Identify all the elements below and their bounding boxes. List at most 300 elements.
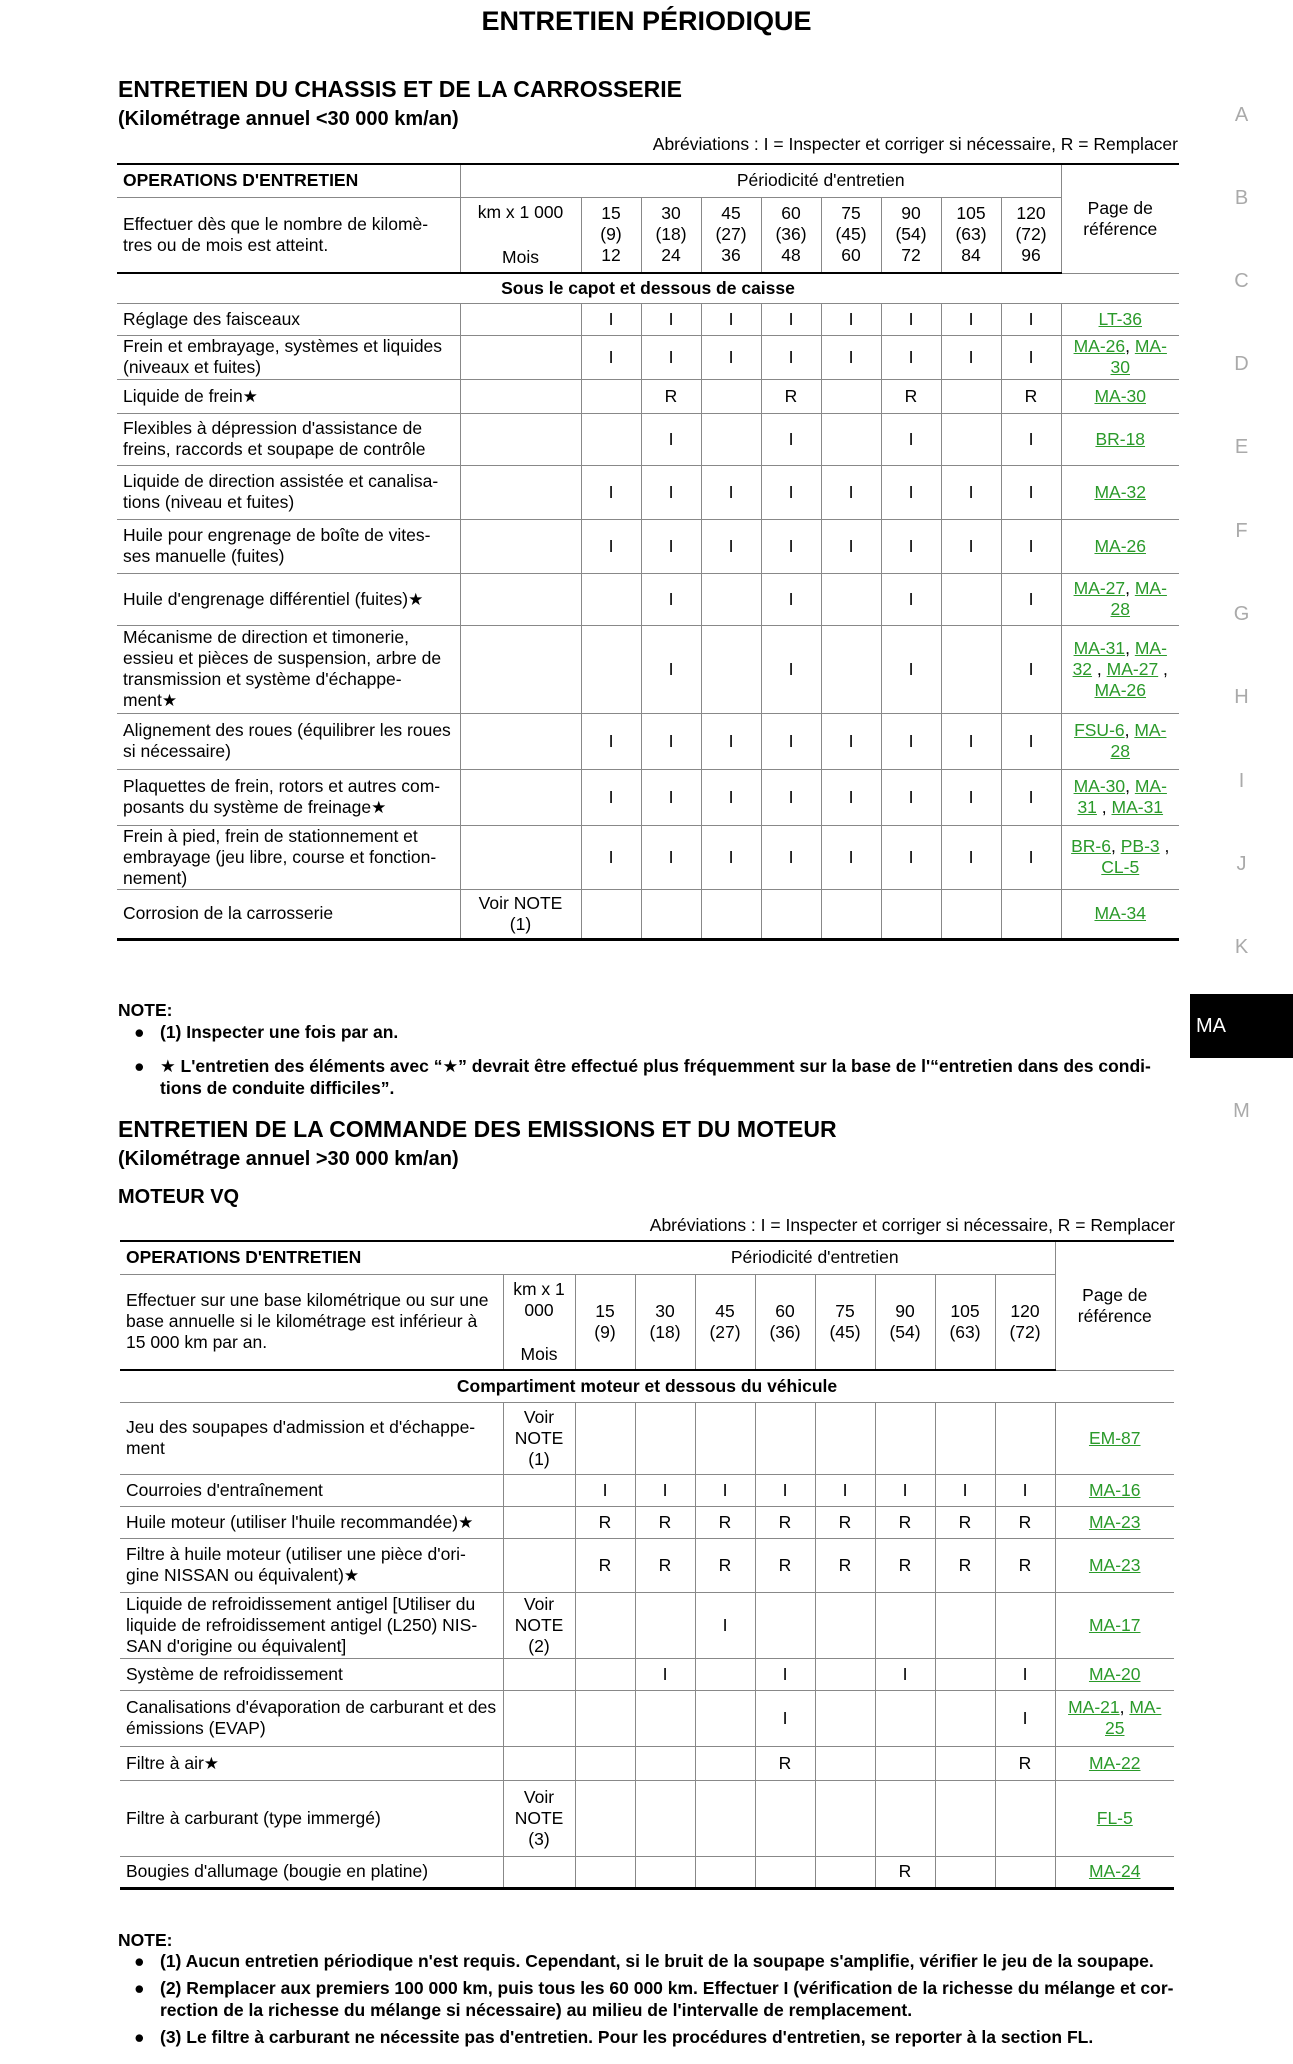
interval-header-row <box>120 1274 1174 1370</box>
section2-note-1: ● (1) Aucun entretien périodique n'est requis. Cependant, si le bruit de la soupape s'amplifie, vérifier le jeu de la soupape. <box>134 1951 1154 1971</box>
reference-link[interactable] <box>1055 1856 1174 1888</box>
side-index-k[interactable]: K <box>1234 936 1249 958</box>
interval-value: I <box>701 465 761 519</box>
voir-note <box>460 825 581 889</box>
interval-value: I <box>1001 413 1061 465</box>
table-row <box>120 1474 1174 1506</box>
table-row <box>120 1856 1174 1888</box>
interval-value: I <box>641 769 701 825</box>
mois-label: Mois <box>520 1344 558 1364</box>
interval-105: 105 (63) <box>935 1274 995 1370</box>
reference-page-link[interactable]: MA-16 <box>1088 1479 1141 1500</box>
interval-value <box>995 1856 1055 1888</box>
interval-value: I <box>881 573 941 625</box>
reference-link[interactable]: MA-31, MA-32 , MA-27 , MA-26 <box>1061 625 1179 713</box>
chassis-maintenance-table <box>117 163 1179 941</box>
operation-label: Liquide de frein★ <box>117 379 460 413</box>
side-index-ma[interactable]: MA <box>1190 994 1293 1058</box>
interval-value: I <box>1001 303 1061 335</box>
interval-value: I <box>641 625 701 713</box>
interval-value: I <box>815 1474 875 1506</box>
interval-value: I <box>995 1658 1055 1690</box>
operation-label: Frein à pied, frein de stationnement et embrayage (jeu libre, course et fonction-nement) <box>117 825 460 889</box>
star-icon: ★ <box>408 589 424 609</box>
interval-value <box>575 1746 635 1780</box>
voir-note: Voir NOTE (2) <box>503 1592 575 1658</box>
interval-value <box>875 1690 935 1746</box>
star-icon: ★ <box>242 386 258 406</box>
interval-value: R <box>575 1538 635 1592</box>
side-index-j[interactable]: J <box>1236 853 1247 875</box>
reference-page-link[interactable]: MA-27 <box>1073 578 1126 598</box>
interval-value: R <box>875 1538 935 1592</box>
interval-value <box>821 625 881 713</box>
interval-90: 90 (54) 72 <box>881 197 941 273</box>
reference-page-link[interactable]: MA-28 <box>1110 578 1167 619</box>
section2-note-title: NOTE: <box>118 1930 173 1950</box>
interval-value: I <box>881 519 941 573</box>
interval-value <box>815 1780 875 1856</box>
reference-page-link[interactable]: BR-6 <box>1071 836 1111 856</box>
interval-value <box>935 1780 995 1856</box>
interval-value: I <box>761 335 821 379</box>
interval-value <box>815 1592 875 1658</box>
effect-text: Effectuer dès que le nombre de kilomè-tres ou de mois est atteint. <box>117 197 460 273</box>
interval-value: I <box>941 769 1001 825</box>
reference-page-link[interactable]: MA-28 <box>1110 720 1167 761</box>
operation-label: Canalisations d'évaporation de carburant et des émissions (EVAP) <box>120 1690 503 1746</box>
operation-label: Plaquettes de frein, rotors et autres com-posants du système de freinage★ <box>117 769 460 825</box>
interval-value <box>761 889 821 939</box>
reference-link[interactable]: BR-6, PB-3 , CL-5 <box>1061 825 1179 889</box>
reference-page-link[interactable]: MA-31 <box>1111 797 1164 817</box>
interval-value: R <box>995 1746 1055 1780</box>
interval-value: I <box>701 825 761 889</box>
interval-30: 30 (18) <box>635 1274 695 1370</box>
interval-header-row <box>117 197 1179 273</box>
voir-note <box>503 1506 575 1538</box>
interval-value: I <box>1001 625 1061 713</box>
interval-45: 45 (27) 36 <box>701 197 761 273</box>
reference-page-link[interactable]: MA-17 <box>1088 1614 1141 1635</box>
interval-value: I <box>761 825 821 889</box>
reference-link[interactable] <box>1055 1780 1174 1856</box>
interval-value: I <box>581 335 641 379</box>
reference-link[interactable] <box>1055 1746 1174 1780</box>
section1-abbreviations: Abréviations : I = Inspecter et corriger si nécessaire, R = Remplacer <box>652 134 1178 154</box>
interval-value <box>701 625 761 713</box>
operation-label: Huile pour engrenage de boîte de vites-ses manuelle (fuites) <box>117 519 460 573</box>
reference-page-link[interactable]: BR-18 <box>1095 428 1146 449</box>
operation-label: Corrosion de la carrosserie <box>117 889 460 939</box>
reference-page-link[interactable]: MA-24 <box>1088 1861 1141 1881</box>
interval-value <box>941 413 1001 465</box>
interval-value <box>941 573 1001 625</box>
interval-value: I <box>821 303 881 335</box>
side-index-h[interactable]: H <box>1234 686 1249 708</box>
interval-value <box>755 1592 815 1658</box>
interval-value <box>875 1780 935 1856</box>
interval-value: I <box>881 713 941 769</box>
interval-value <box>815 1658 875 1690</box>
table-row <box>117 713 1179 769</box>
interval-value: R <box>995 1538 1055 1592</box>
interval-value: I <box>695 1474 755 1506</box>
interval-value <box>755 1402 815 1474</box>
interval-value <box>695 1856 755 1888</box>
star-icon: ★ <box>458 1512 474 1532</box>
interval-value: I <box>1001 713 1061 769</box>
interval-value <box>635 1746 695 1780</box>
section2-title: ENTRETIEN DE LA COMMANDE DES EMISSIONS ET DU MOTEUR <box>118 1116 837 1142</box>
side-index-f[interactable]: F <box>1235 520 1248 542</box>
voir-note <box>460 573 581 625</box>
reference-link[interactable] <box>1061 519 1179 573</box>
reference-page-link[interactable]: MA-32 <box>1072 637 1167 679</box>
interval-value: I <box>641 573 701 625</box>
mois-label: Mois <box>502 247 539 267</box>
interval-value <box>701 379 761 413</box>
section1-note-title: NOTE: <box>118 1000 173 1020</box>
reference-page-link[interactable]: MA-26 <box>1094 679 1147 700</box>
interval-value: R <box>875 1506 935 1538</box>
reference-link[interactable] <box>1055 1506 1174 1538</box>
category-row <box>117 273 1179 303</box>
table-ops-header-row <box>117 164 1179 197</box>
side-index-d[interactable]: D <box>1234 353 1249 375</box>
operation-label: Mécanisme de direction et timonerie, essieu et pièces de suspension, arbre de transmission et système d'échappe-ment★ <box>117 625 460 713</box>
reference-header: Page de référence <box>1061 164 1179 273</box>
interval-value: I <box>1001 465 1061 519</box>
section2-note-2: ● (2) Remplacer aux premiers 100 000 km, puis tous les 60 000 km. Effectuer I (vérification de la richesse du mélange et cor-rection de la richesse du mélange si nécessaire) au milieu de l'intervalle de remplacement. <box>134 1978 1174 2020</box>
interval-value <box>755 1856 815 1888</box>
interval-value <box>1001 889 1061 939</box>
reference-page-link[interactable]: MA-30 <box>1073 776 1126 796</box>
interval-value <box>935 1746 995 1780</box>
operation-label: Courroies d'entraînement <box>120 1474 503 1506</box>
interval-value: I <box>821 465 881 519</box>
reference-page-link[interactable]: CL-5 <box>1101 857 1140 877</box>
voir-note: Voir NOTE (3) <box>503 1780 575 1856</box>
interval-value: I <box>1001 573 1061 625</box>
interval-value <box>935 1658 995 1690</box>
interval-value <box>941 625 1001 713</box>
category-label: Sous le capot et dessous de caisse <box>117 273 1179 303</box>
interval-value: I <box>761 413 821 465</box>
interval-value: I <box>941 335 1001 379</box>
table-row <box>117 519 1179 573</box>
interval-value <box>695 1780 755 1856</box>
interval-value <box>995 1592 1055 1658</box>
interval-value: I <box>761 769 821 825</box>
interval-value <box>581 413 641 465</box>
category-row <box>120 1370 1174 1402</box>
km-label: km x 1 000 <box>513 1278 565 1320</box>
reference-page-link[interactable]: MA-32 <box>1094 481 1147 502</box>
table-row <box>117 825 1179 889</box>
interval-value: R <box>815 1506 875 1538</box>
interval-value: R <box>575 1506 635 1538</box>
operation-label: Huile d'engrenage différentiel (fuites)★ <box>117 573 460 625</box>
operation-label: Huile moteur (utiliser l'huile recommandée)★ <box>120 1506 503 1538</box>
table-row <box>120 1538 1174 1592</box>
interval-value: R <box>935 1538 995 1592</box>
section1-title: ENTRETIEN DU CHASSIS ET DE LA CARROSSERIE <box>118 76 682 102</box>
voir-note <box>503 1474 575 1506</box>
reference-page-link[interactable]: MA-30 <box>1110 336 1167 377</box>
star-icon: ★ <box>161 691 178 710</box>
interval-value: I <box>575 1474 635 1506</box>
table-row <box>117 465 1179 519</box>
operation-label: Système de refroidissement <box>120 1658 503 1690</box>
reference-page-link[interactable]: FL-5 <box>1096 1807 1133 1828</box>
table-row <box>117 625 1179 713</box>
reference-link[interactable] <box>1055 1402 1174 1474</box>
interval-value <box>881 889 941 939</box>
page-title: ENTRETIEN PÉRIODIQUE <box>481 6 812 36</box>
interval-value <box>575 1658 635 1690</box>
interval-value: I <box>941 465 1001 519</box>
voir-note <box>503 1746 575 1780</box>
reference-page-link[interactable]: EM-87 <box>1088 1427 1141 1448</box>
voir-note <box>503 1856 575 1888</box>
table-row <box>117 573 1179 625</box>
reference-link[interactable] <box>1055 1474 1174 1506</box>
voir-note <box>460 379 581 413</box>
interval-value <box>701 413 761 465</box>
interval-value: I <box>821 335 881 379</box>
interval-value: I <box>761 625 821 713</box>
table-row <box>120 1658 1174 1690</box>
interval-value <box>821 889 881 939</box>
voir-note: Voir NOTE (1) <box>503 1402 575 1474</box>
interval-value: R <box>695 1538 755 1592</box>
reference-link[interactable] <box>1055 1658 1174 1690</box>
interval-value <box>875 1402 935 1474</box>
interval-value: I <box>881 625 941 713</box>
interval-value <box>821 573 881 625</box>
reference-link[interactable] <box>1061 303 1179 335</box>
reference-page-link[interactable]: MA-22 <box>1088 1752 1141 1773</box>
interval-value: I <box>701 303 761 335</box>
interval-value: I <box>881 465 941 519</box>
interval-value <box>581 379 641 413</box>
interval-value <box>935 1592 995 1658</box>
section1-subtitle: (Kilométrage annuel <30 000 km/an) <box>118 108 459 130</box>
interval-value: I <box>941 303 1001 335</box>
interval-value: R <box>761 379 821 413</box>
voir-note <box>460 519 581 573</box>
interval-value: R <box>695 1506 755 1538</box>
side-index-i[interactable]: I <box>1238 770 1245 792</box>
reference-page-link[interactable]: MA-31 <box>1073 637 1126 658</box>
reference-page-link[interactable]: MA-30 <box>1094 385 1147 406</box>
reference-page-link[interactable]: MA-21 <box>1068 1697 1120 1717</box>
voir-note <box>503 1690 575 1746</box>
reference-link[interactable] <box>1055 1592 1174 1658</box>
table-row <box>120 1780 1174 1856</box>
interval-value <box>635 1402 695 1474</box>
interval-value: I <box>641 413 701 465</box>
section2-note-3: ● (3) Le filtre à carburant ne nécessite pas d'entretien. Pour les procédures d'entretien, se reporter à la section FL. <box>134 2027 1094 2047</box>
interval-value: I <box>635 1474 695 1506</box>
interval-value: I <box>635 1658 695 1690</box>
side-index-e[interactable]: E <box>1234 436 1249 458</box>
voir-note: Voir NOTE (1) <box>460 889 581 939</box>
reference-link[interactable] <box>1055 1538 1174 1592</box>
interval-value <box>935 1690 995 1746</box>
reference-page-link[interactable]: PB-3 <box>1120 836 1160 856</box>
interval-value: I <box>695 1592 755 1658</box>
reference-link[interactable]: MA-27, MA-28 <box>1061 573 1179 625</box>
engine-label: MOTEUR VQ <box>118 1186 240 1208</box>
table-row <box>120 1402 1174 1474</box>
interval-value: I <box>755 1474 815 1506</box>
reference-link[interactable]: MA-26, MA-30 <box>1061 335 1179 379</box>
interval-value <box>875 1592 935 1658</box>
side-index-m[interactable]: M <box>1233 1100 1250 1122</box>
reference-page-link[interactable]: MA-26 <box>1094 535 1147 556</box>
interval-value: I <box>641 335 701 379</box>
side-index-a[interactable]: A <box>1234 104 1249 126</box>
reference-page-link[interactable]: MA-23 <box>1088 1554 1141 1575</box>
operation-label: Liquide de refroidissement antigel [Utiliser du liquide de refroidissement antigel (L250) NIS-SAN d'origine ou équivalent] <box>120 1592 503 1658</box>
reference-page-link[interactable]: MA-20 <box>1088 1663 1141 1684</box>
interval-value <box>575 1402 635 1474</box>
interval-value: R <box>995 1506 1055 1538</box>
interval-15: 15 (9) <box>575 1274 635 1370</box>
interval-value <box>941 379 1001 413</box>
interval-value: I <box>881 825 941 889</box>
interval-value: R <box>635 1506 695 1538</box>
interval-value: I <box>761 303 821 335</box>
table-row <box>117 769 1179 825</box>
voir-note <box>460 625 581 713</box>
voir-note <box>460 713 581 769</box>
interval-value: I <box>761 465 821 519</box>
operation-label: Filtre à huile moteur (utiliser une pièce d'ori-gine NISSAN ou équivalent)★ <box>120 1538 503 1592</box>
interval-45: 45 (27) <box>695 1274 755 1370</box>
reference-link[interactable] <box>1061 889 1179 939</box>
interval-value: I <box>881 335 941 379</box>
reference-page-link[interactable]: FSU-6 <box>1074 720 1125 740</box>
interval-value: I <box>581 825 641 889</box>
reference-link[interactable] <box>1061 413 1179 465</box>
interval-value <box>935 1402 995 1474</box>
interval-75: 75 (45) 60 <box>821 197 881 273</box>
interval-value <box>941 889 1001 939</box>
interval-120: 120 (72) 96 <box>1001 197 1061 273</box>
interval-15: 15 (9) 12 <box>581 197 641 273</box>
side-index-c[interactable]: C <box>1234 270 1249 292</box>
interval-value: I <box>1001 335 1061 379</box>
interval-value <box>875 1746 935 1780</box>
interval-value: R <box>815 1538 875 1592</box>
interval-value: I <box>641 825 701 889</box>
operation-label: Réglage des faisceaux <box>117 303 460 335</box>
section2-abbreviations: Abréviations : I = Inspecter et corriger si nécessaire, R = Remplacer <box>649 1215 1175 1235</box>
interval-value: I <box>821 713 881 769</box>
interval-value: I <box>755 1690 815 1746</box>
interval-value: I <box>821 769 881 825</box>
interval-value <box>815 1690 875 1746</box>
reference-page-link[interactable]: MA-34 <box>1094 903 1147 923</box>
table-row <box>117 889 1179 939</box>
operation-label: Frein et embrayage, systèmes et liquides (niveaux et fuites) <box>117 335 460 379</box>
interval-value: R <box>875 1856 935 1888</box>
interval-value: I <box>941 519 1001 573</box>
interval-value <box>821 379 881 413</box>
interval-value <box>635 1780 695 1856</box>
interval-value: I <box>581 769 641 825</box>
interval-value <box>935 1856 995 1888</box>
star-icon: ★ <box>371 798 387 817</box>
table-row <box>120 1506 1174 1538</box>
voir-note <box>460 335 581 379</box>
voir-note <box>503 1538 575 1592</box>
interval-value: I <box>755 1658 815 1690</box>
reference-link[interactable]: MA-21, MA-25 <box>1055 1690 1174 1746</box>
interval-value <box>995 1402 1055 1474</box>
interval-value: I <box>821 519 881 573</box>
interval-value: I <box>881 303 941 335</box>
reference-link[interactable] <box>1061 465 1179 519</box>
interval-value: I <box>581 519 641 573</box>
side-index-g[interactable]: G <box>1233 603 1250 625</box>
interval-value: I <box>821 825 881 889</box>
reference-page-link[interactable]: LT-36 <box>1098 308 1142 329</box>
interval-value: I <box>641 713 701 769</box>
side-index-b[interactable]: B <box>1234 187 1249 209</box>
table-row <box>117 379 1179 413</box>
operation-label: Filtre à air★ <box>120 1746 503 1780</box>
interval-value: R <box>1001 379 1061 413</box>
interval-value: I <box>1001 825 1061 889</box>
km-label: km x 1 000 <box>477 201 564 222</box>
interval-value: I <box>1001 519 1061 573</box>
interval-value <box>695 1690 755 1746</box>
emissions-maintenance-table <box>120 1240 1174 1890</box>
interval-value: I <box>761 519 821 573</box>
interval-value: I <box>881 413 941 465</box>
ops-header: OPERATIONS D'ENTRETIEN <box>120 1241 503 1274</box>
interval-value <box>635 1592 695 1658</box>
reference-page-link[interactable]: MA-25 <box>1105 1697 1162 1738</box>
reference-page-link[interactable]: MA-27 <box>1106 658 1159 679</box>
reference-page-link[interactable]: MA-26 <box>1073 336 1126 356</box>
category-label: Compartiment moteur et dessous du véhicule <box>120 1370 1174 1402</box>
interval-value: I <box>641 303 701 335</box>
interval-value <box>695 1658 755 1690</box>
reference-page-link[interactable]: MA-31 <box>1077 776 1167 817</box>
section1-note-2: ● ★ L'entretien des éléments avec “★” devrait être effectué plus fréquemment sur la base de l'“entretien dans des condi-tions de conduite difficiles”. <box>134 1056 1151 1098</box>
reference-link[interactable]: FSU-6, MA-28 <box>1061 713 1179 769</box>
reference-link[interactable] <box>1061 379 1179 413</box>
interval-value <box>695 1402 755 1474</box>
interval-value <box>581 889 641 939</box>
interval-value <box>575 1592 635 1658</box>
reference-page-link[interactable]: MA-23 <box>1088 1511 1141 1532</box>
reference-link[interactable]: MA-30, MA-31 , MA-31 <box>1061 769 1179 825</box>
ops-header: OPERATIONS D'ENTRETIEN <box>117 164 460 197</box>
interval-value: I <box>941 713 1001 769</box>
interval-value: I <box>641 519 701 573</box>
interval-value: R <box>755 1506 815 1538</box>
reference-header: Page de référence <box>1055 1241 1174 1370</box>
interval-value: I <box>1001 769 1061 825</box>
table-ops-header-row <box>120 1241 1174 1274</box>
interval-value <box>581 573 641 625</box>
